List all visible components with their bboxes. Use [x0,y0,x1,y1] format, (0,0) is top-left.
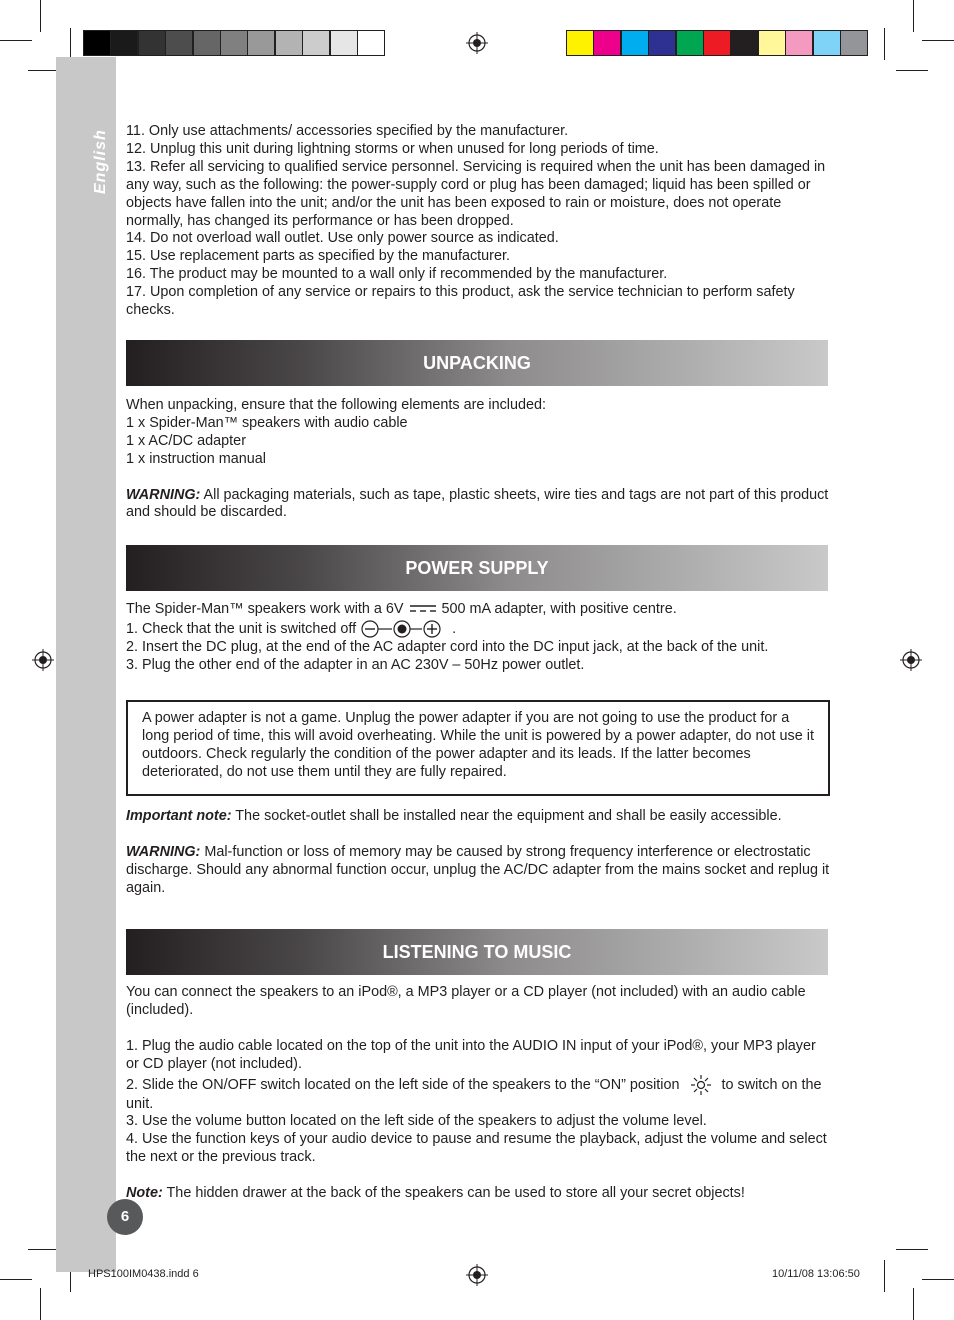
important-label: Important note: [126,808,232,824]
warning-text: All packaging materials, such as tape, plastic sheets, wire ties and tags are not part of this product and should be discarded. [126,486,829,521]
list-item: 16. The product may be mounted to a wall only if recommended by the manufacturer. [126,266,668,283]
listening-intro: You can connect the speakers to an iPod®, a MP3 player or a CD player (not included) with an audio cable (included). [126,984,806,1018]
registration-mark-icon [32,649,54,671]
list-item [126,619,830,639]
color-swatch [330,30,358,56]
color-swatch [840,30,868,56]
power-spec-line [126,601,830,619]
color-swatch [138,30,166,56]
color-swatch [357,30,385,56]
language-sidebar [56,57,116,1272]
crop-mark [884,28,885,60]
language-label: English [92,129,109,194]
color-swatch [813,30,841,56]
list-item: 13. Refer all servicing to qualified service personnel. Servicing is required when the unit has been damaged in any way, such as the following: the power-supply cord or plug has been damaged; liquid has been spilled or objects have fallen into the unit; and/or the unit has been exposed to rain or moisture, does not operate normally, has changed its performance or has been dropped. [126,158,826,229]
color-swatch [275,30,303,56]
crop-mark [913,1288,914,1320]
section-heading-power-supply: POWER SUPPLY [126,545,828,591]
important-text: The socket-outlet shall be installed near the equipment and shall be easily accessible. [231,808,782,824]
crop-mark [896,70,928,71]
section-heading-unpacking: UNPACKING [126,340,828,386]
power-notes [126,808,830,898]
slug-file-name: HPS100IM0438.indd 6 [88,1268,199,1280]
important-note [126,808,830,826]
unpacking-section [126,397,830,522]
listening-section [126,984,830,1203]
crop-mark [922,40,954,41]
color-swatch [758,30,786,56]
registration-mark-icon [900,649,922,671]
list-item: 2. Insert the DC plug, at the end of the AC adapter cord into the DC input jack, at the back of the unit. [126,638,769,655]
list-item: 11. Only use attachments/ accessories specified by the manufacturer. [126,123,569,139]
list-item [126,1074,830,1114]
listening-note [126,1185,830,1203]
list-item: 3. Plug the other end of the adapter in an AC 230V – 50Hz power outlet. [126,656,585,673]
crop-mark [896,1249,928,1250]
step-text: 2. Slide the ON/OFF switch located on the left side of the speakers to the “ON” position [126,1076,680,1093]
power-adapter-warning-box: A power adapter is not a game. Unplug the power adapter if you are not going to use the product for a long period of time, this will avoid overheating. While the unit is powered by a power adapter, do not use it outdoors. Check regularly the condition of the power adapter and its leads. If the latter becomes deteriorated, do not use them until they are fully repaired. [126,700,830,796]
color-swatch [220,30,248,56]
page-number: 6 [107,1199,143,1235]
list-item: 1 x Spider-Man™ speakers with audio cable [126,414,408,431]
color-swatch [785,30,813,56]
registration-mark-icon [466,32,488,54]
warning-label: WARNING: [126,486,201,503]
list-item: 1 x AC/DC adapter [126,432,246,449]
step-text: 1. Check that the unit is switched off [126,620,357,637]
power-warning [126,844,830,898]
safety-instructions-list [126,123,830,320]
step-text: . [452,620,457,637]
note-label: Note: [126,1185,163,1202]
power-on-light-icon [684,1074,718,1096]
list-item: 17. Upon completion of any service or repairs to this product, ask the service technician to perform safety checks. [126,284,795,319]
color-swatch [165,30,193,56]
unpacking-warning [126,487,830,523]
slug-date: 10/11/08 13:06:50 [772,1268,860,1280]
color-swatch [302,30,330,56]
list-item: 14. Do not overload wall outlet. Use only power source as indicated. [126,230,559,247]
crop-mark [70,28,71,60]
color-swatch [110,30,138,56]
color-swatch [730,30,758,56]
power-supply-section [126,601,830,675]
list-item: 1. Plug the audio cable located on the top of the unit into the AUDIO IN input of your iPod®, your MP3 player or CD player (not included). [126,1037,816,1072]
list-item: 12. Unplug this unit during lightning storms or when unused for long periods of time. [126,140,659,157]
section-heading-listening: LISTENING TO MUSIC [126,929,828,975]
color-swatch [703,30,731,56]
crop-mark [922,1279,954,1280]
crop-mark [0,40,32,41]
color-swatch [566,30,594,56]
color-swatch [593,30,621,56]
color-swatch [247,30,275,56]
registration-mark-icon [466,1264,488,1286]
note-text: The hidden drawer at the back of the speakers can be used to store all your secret objects! [162,1185,745,1202]
warning-label: WARNING: [126,843,201,860]
crop-mark [0,1279,32,1280]
color-swatch [648,30,676,56]
list-item: 15. Use replacement parts as specified by the manufacturer. [126,248,510,265]
crop-mark [913,0,914,32]
warning-text: Mal-function or loss of memory may be caused by strong frequency interference or electrostatic discharge. Should any abnormal function occur, unplug the AC/DC adapter from the mains socket and replug it again. [126,843,830,896]
list-item: 3. Use the volume button located on the left side of the speakers to adjust the volume level. [126,1113,707,1130]
color-swatch [676,30,704,56]
crop-mark [40,1288,41,1320]
power-spec-text: The Spider-Man™ speakers work with a 6V [126,601,404,617]
list-item: 4. Use the function keys of your audio device to pause and resume the playback, adjust the volume and select the next or the previous track. [126,1131,827,1166]
color-swatch [193,30,221,56]
polarity-icon [360,619,448,639]
list-item: 1 x instruction manual [126,450,266,467]
dc-current-icon [408,604,438,614]
step-text: to switch on the unit. [126,1076,822,1112]
crop-mark [40,0,41,32]
power-spec-text: 500 mA adapter, with positive centre. [441,601,677,617]
color-swatch [621,30,649,56]
color-swatch [83,30,111,56]
unpacking-intro: When unpacking, ensure that the following elements are included: [126,397,546,413]
crop-mark [884,1260,885,1292]
